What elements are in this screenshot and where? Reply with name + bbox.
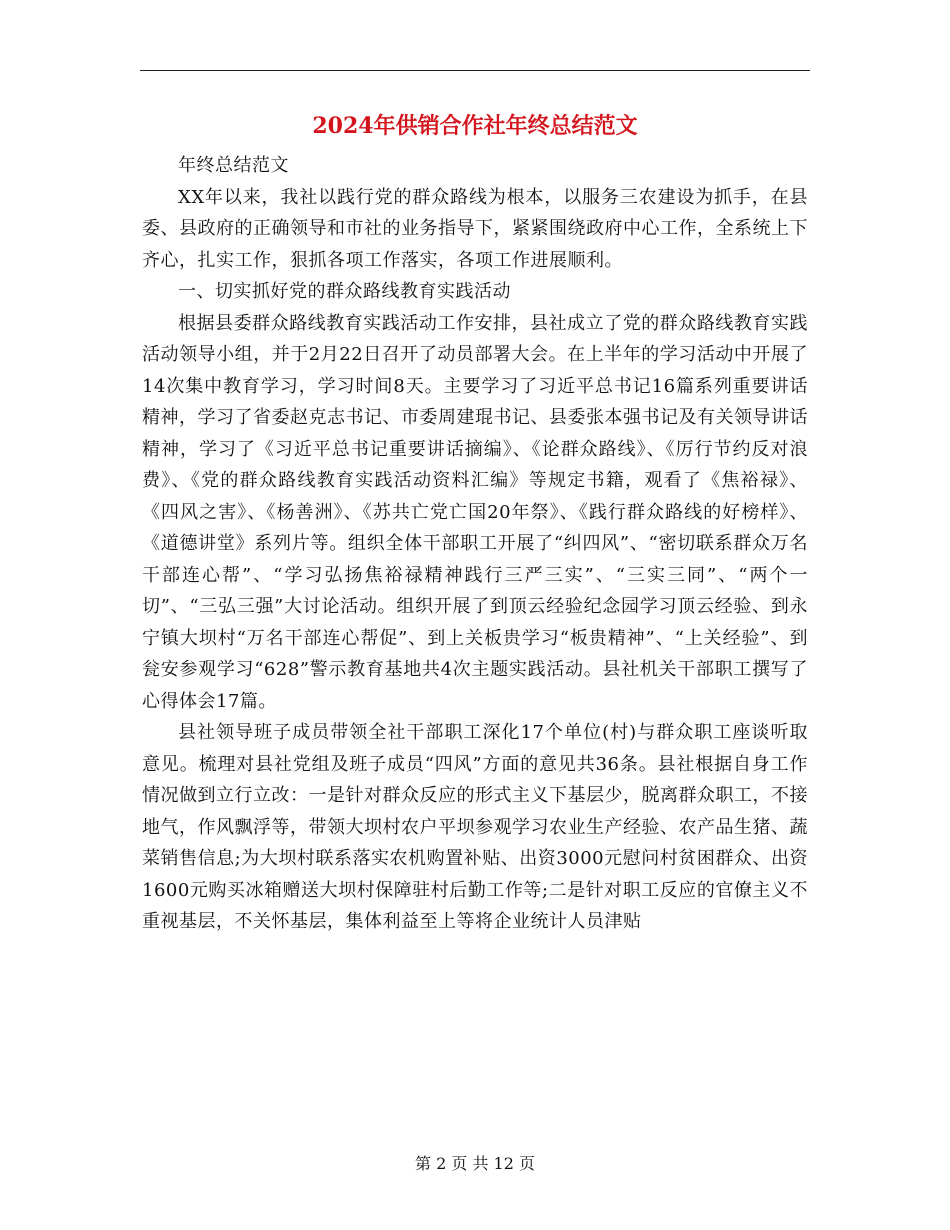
- header-rule: [140, 70, 810, 71]
- document-body: [142, 150, 808, 938]
- paragraph-study-activities: 根据县委群众路线教育实践活动工作安排，县社成立了党的群众路线教育实践活动领导小组，并于2月22日召开了动员部署大会。在上半年的学习活动中开展了14次集中教育学习，学习时间8天。主要学习了习近平总书记16篇系列重要讲话精神，学习了省委赵克志书记、市委周建琨书记、县委张本强书记及有关领导讲话精神，学习了《习近平总书记重要讲话摘编》、《论群众路线》、《厉行节约反对浪费》、《党的群众路线教育实践活动资料汇编》等规定书籍，观看了《焦裕禄》、《四风之害》、《杨善洲》、《苏共亡党亡国20年祭》、《践行群众路线的好榜样》、《道德讲堂》系列片等。组织全体干部职工开展了“纠四风”、“密切联系群众万名干部连心帮”、“学习弘扬焦裕禄精神践行三严三实”、“三实三同”、“两个一切”、“三弘三强”大讨论活动。组织开展了到顶云经验纪念园学习顶云经验、到永宁镇大坝村“万名干部连心帮促”、到上关板贵学习“板贵精神”、“上关经验”、到瓮安参观学习“628”警示教育基地共4次主题实践活动。县社机关干部职工撰写了心得体会17篇。: [142, 312, 808, 712]
- section-heading-1: 一、切实抓好党的群众路线教育实践活动: [178, 281, 511, 302]
- paragraph-intro: XX年以来，我社以践行党的群众路线为根本，以服务三农建设为抓手，在县委、县政府的正确领导和市社的业务指导下，紧紧围绕政府中心工作，全系统上下齐心，扎实工作，狠抓各项工作落实，各项工作进展顺利。: [142, 186, 808, 271]
- page-number: 第 2 页 共 12 页: [415, 1154, 535, 1173]
- paragraph-subtitle: 年终总结范文: [178, 155, 289, 176]
- document-title: 2024年供销合作社年终总结范文: [312, 113, 638, 139]
- paragraph-leadership-feedback: 县社领导班子成员带领全社干部职工深化17个单位(村)与群众职工座谈听取意见。梳理对县社党组及班子成员“四风”方面的意见共36条。县社根据自身工作情况做到立行立改：一是针对群众反应的形式主义下基层少，脱离群众职工，不接地气，作风飘浮等，带领大坝村农户平坝参观学习农业生产经验、农产品生猪、蔬菜销售信息;为大坝村联系落实农机购置补贴、出资3000元慰问村贫困群众、出资1600元购买冰箱赠送大坝村保障驻村后勤工作等;二是针对职工反应的官僚主义不重视基层，不关怀基层，集体利益至上等将企业统计人员津贴: [142, 722, 808, 932]
